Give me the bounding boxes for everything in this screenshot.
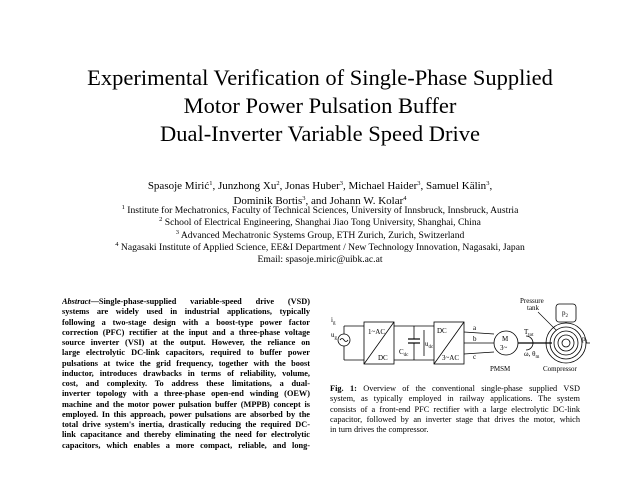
rectifier-dc-label: DC — [378, 354, 388, 362]
title-line-3: Dual-Inverter Variable Speed Drive — [159, 121, 481, 146]
compressor-scroll-ring — [550, 327, 582, 359]
phase-wire-a — [464, 332, 494, 334]
affiliation-marker: 1 — [209, 180, 213, 187]
abstract-line — [62, 297, 310, 307]
affiliation-marker: 3 — [417, 180, 421, 187]
abstract-line: link capacitance and thereby eliminating the need for electrolytic — [62, 430, 310, 440]
system-diagram — [330, 296, 590, 382]
affiliation-marker: 3 — [302, 195, 306, 202]
pressure-tank-label: Pressure — [520, 297, 544, 305]
author-name: Spasoje Mirić — [147, 180, 210, 192]
figure-caption — [330, 384, 580, 435]
author-line-1: Spasoje Mirić$^1$, Junzhong Xu$^2$, Jonas Huber$^3$, Michael Haider$^3$, Samuel Kälin$^3$, — [147, 180, 493, 192]
affiliation-text: Advanced Mechatronic Systems Group, ETH Zurich, Zurich, Switzerland — [180, 229, 465, 241]
caption-line — [330, 384, 580, 394]
author-name: Michael Haider — [348, 180, 418, 192]
phase-a-label: a — [473, 324, 477, 332]
title-line-1: Experimental Verification of Single-Phase Supplied — [87, 65, 553, 90]
abstract-line: pulsations at twice the grid frequency, together with the boost — [62, 358, 310, 368]
author-name: Johann W. Kolar — [329, 195, 404, 207]
pressure-p2-label: $p_2$ — [562, 309, 568, 319]
affiliation-number: 3 — [175, 228, 179, 236]
caption-line: in turn drives the compressor. — [330, 425, 429, 435]
abstract-line: cost, and complexity. To address these limitations, a dual- — [62, 379, 310, 388]
speed-label: ω, $\theta_m$ — [524, 350, 540, 360]
caption-label: Fig. 1: — [330, 384, 357, 393]
author-line-2: Dominik Bortis$^3$, and Johann W. Kolar$^4$ — [233, 195, 407, 207]
current-label: $i_g$ — [331, 316, 336, 326]
author-email[interactable]: Email: spasoje.miric@uibk.ac.at — [257, 254, 383, 266]
affiliation-marker: 3 — [339, 180, 344, 187]
affiliation-marker: 4 — [403, 195, 407, 202]
abstract-label: Abstract — [62, 297, 91, 306]
capacitor-label: $C_{dc}$ — [399, 348, 409, 358]
affiliation-marker: 2 — [276, 180, 280, 187]
caption-line: consists of a front-end PFC rectifier with a large electrolytic DC-link — [330, 404, 580, 414]
author-name: Dominik Bortis — [233, 195, 303, 207]
phase-b-label: b — [473, 335, 477, 343]
affiliation-number: 1 — [121, 204, 125, 211]
abstract-line: machine and the motor power pulsation buffer (MPPB) concept is — [62, 399, 310, 409]
title-line-2: Motor Power Pulsation Buffer — [183, 93, 457, 118]
abstract-line: capacitors, which enables a more compact, reliable, and long- — [62, 440, 310, 450]
affiliation-item — [0, 205, 640, 217]
affiliation-marker: 3 — [486, 180, 490, 187]
paper-title — [0, 64, 640, 148]
pressure-p1-label: $p_1$ — [582, 335, 588, 345]
author-name: Junzhong Xu — [217, 180, 277, 192]
abstract-line: large electrolytic DC-link capacitors, required to buffer power — [62, 348, 310, 358]
author-name: Jonas Huber — [285, 180, 340, 192]
affiliation-text: Institute for Mechatronics, Faculty of Technical Sciences, University of Innsbruck, Innsbruck, Austria — [127, 205, 519, 216]
affiliation-number: 4 — [115, 240, 119, 248]
compressor-scroll-ring — [558, 335, 574, 351]
affiliation-item — [0, 217, 640, 229]
abstract-line: systems are widely used in industrial applications, typically — [62, 307, 310, 317]
phase-c-label: c — [473, 353, 477, 361]
motor-phase-label: 3~ — [500, 344, 508, 352]
voltage-label: $u_g$ — [331, 331, 337, 341]
abstract-line: following a two-stage design with a boost-type power factor — [62, 317, 310, 327]
caption-line: capacitor, followed by an inverter stage that drives the motor, which — [330, 414, 580, 424]
affiliation-text: Nagasaki Institute of Applied Science, EE&I Department / New Technology Innovation, Nagasaki, Japan — [120, 241, 525, 253]
abstract — [62, 297, 310, 451]
abstract-line: correction (PFC) rectifier at the input and a three-phase voltage — [62, 327, 310, 337]
abstract-line: employed. In this approach, power pulsations are absorbed by the — [62, 409, 310, 419]
inverter-ac-label: 3~AC — [442, 354, 460, 362]
dc-voltage-label: $u_{dc}$ — [425, 340, 434, 350]
pmsm-label: PMSM — [490, 365, 511, 373]
affiliation-text: School of Electrical Engineering, Shanghai Jiao Tong University, Shanghai, China — [164, 217, 481, 229]
affiliation-item — [0, 230, 640, 242]
affiliation-number: 2 — [159, 216, 163, 224]
caption-line: system, as typically employed in railway applications. The system — [330, 394, 580, 404]
pressure-tank-label: tank — [527, 304, 540, 312]
inverter-dc-label: DC — [437, 327, 447, 335]
author-name: Samuel Kälin — [426, 180, 487, 192]
torque-label: $T_{tot}$ — [524, 328, 534, 338]
abstract-line: inverter topology with a three-phase open-end winding (OEW) — [62, 389, 310, 399]
abstract-text: —Single-phase-supplied variable-speed drive (VSD) — [90, 297, 310, 306]
affiliation-item — [0, 242, 640, 254]
compressor-label: Compressor — [543, 365, 577, 373]
abstract-line: total drive system's inertia, drastically reducing the required DC- — [62, 420, 310, 429]
phase-wire-c — [464, 352, 494, 354]
caption-text: Overview of the conventional single-phase supplied VSD — [363, 384, 580, 393]
abstract-line: source inverter (VSI) at the output. However, the reliance on — [62, 338, 310, 347]
motor-m-label: M — [502, 335, 509, 343]
pressure-tank-icon — [556, 304, 576, 322]
tank-leader — [538, 312, 556, 330]
sine-icon — [340, 339, 348, 342]
rectifier-ac-label: 1~AC — [368, 328, 386, 336]
compressor-scroll-ring — [562, 339, 570, 347]
affiliation-list — [0, 205, 640, 266]
abstract-line: inductor, introduces drawbacks in terms of reliability, volume, — [62, 368, 310, 378]
